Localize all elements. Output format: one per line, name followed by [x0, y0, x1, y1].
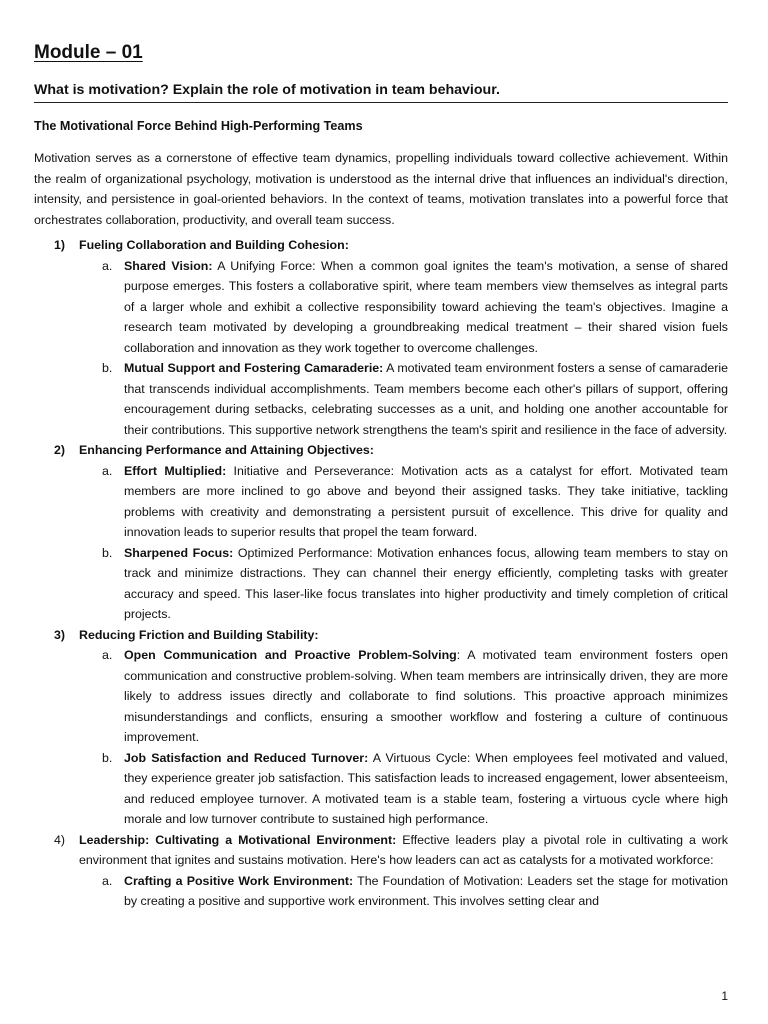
item-text: Optimized Performance: Motivation enhances focus, allowing team members to stay on track and minimize distractions. They can channel their energy efficiently, completing tasks with greater accuracy and speed. This laser-like focus translates into higher productivity and timely completion of critical projects.	[124, 545, 728, 621]
section-number: 1)	[54, 238, 66, 252]
list-item	[79, 543, 728, 625]
page-number: 1	[721, 989, 728, 1003]
question-heading: What is motivation? Explain the role of motivation in team behaviour.	[34, 80, 728, 103]
item-letter: b.	[102, 545, 113, 560]
item-text: A Virtuous Cycle: When employees feel motivated and valued, they experience greater job satisfaction. This satisfaction leads to increased engagement, lower absenteeism, and reduced employee turnover. A motivated team is a stable team, fostering a virtuous cycle where high morale and low turnover contribute to sustained high performance.	[124, 750, 728, 826]
item-bold-lead: Job Satisfaction and Reduced Turnover:	[124, 750, 369, 765]
item-bold-lead: Crafting a Positive Work Environment:	[124, 873, 354, 888]
list-item	[79, 748, 728, 830]
item-letter: b.	[102, 361, 113, 375]
item-text: Initiative and Perseverance: Motivation acts as a catalyst for effort. Motivated team members are more inclined to go above and beyond their assigned tasks. They take initiative, tackling problems with creativity and demonstrating a persistent pursuit of excellence. This drive for quality and innovation leads to superior results that propel the team forward.	[124, 463, 728, 539]
item-bold-lead: Shared Vision:	[124, 258, 213, 273]
section-number: 4)	[54, 832, 66, 847]
section-title: Reducing Friction and Building Stability:	[79, 627, 319, 642]
item-bold-lead: Mutual Support and Fostering Camaraderie:	[124, 361, 384, 375]
item-letter: a.	[102, 463, 113, 478]
sub-list	[79, 871, 728, 912]
item-bold-lead: Sharpened Focus:	[124, 545, 234, 560]
document-page	[34, 40, 728, 912]
section-title: Enhancing Performance and Attaining Objectives:	[79, 443, 374, 457]
list-section	[34, 830, 728, 912]
main-list	[34, 235, 728, 912]
item-letter: b.	[102, 750, 113, 765]
list-section	[34, 625, 728, 830]
list-item	[79, 358, 728, 440]
item-bold-lead: Open Communication and Proactive Problem-Solving	[124, 648, 457, 662]
list-item	[79, 645, 728, 748]
item-text: The Foundation of Motivation: Leaders set the stage for motivation by creating a positive and supportive work environment. This involves setting clear and	[124, 873, 729, 908]
item-text: : A motivated team environment fosters open communication and constructive problem-solving. When team members are intrinsically driven, they are more likely to address issues directly and collaborate to find solutions. This proactive approach minimizes misunderstandings and conflicts, ensuring a smoother workflow and fostering a culture of continuous improvement.	[124, 648, 728, 744]
item-text: A Unifying Force: When a common goal ignites the team's motivation, a sense of shared purpose emerges. This fosters a collaborative spirit, where team members view themselves as integral parts of a larger whole and exhibit a collective responsibility toward achieving the team's objectives. Imagine a research team motivated by developing a groundbreaking medical treatment – their shared vision fuels collaboration and innovation as they work together to overcome challenges.	[124, 258, 728, 355]
module-title: Module – 01	[34, 42, 143, 63]
section-number: 2)	[54, 443, 66, 457]
section-number: 3)	[54, 627, 66, 642]
list-item	[79, 461, 728, 543]
list-item	[79, 256, 728, 359]
section-title: Fueling Collaboration and Building Cohesion:	[79, 238, 349, 252]
sub-list	[79, 461, 728, 625]
section-lead-text: Effective leaders play a pivotal role in cultivating a work environment that ignites and sustains motivation. Here's how leaders can act as catalysts for a motivated workforce:	[79, 832, 728, 867]
sub-list	[79, 256, 728, 441]
list-item	[79, 871, 728, 912]
item-letter: a.	[102, 648, 113, 662]
list-section	[34, 440, 728, 625]
section-title: Leadership: Cultivating a Motivational Environment:	[79, 832, 397, 847]
intro-paragraph: Motivation serves as a cornerstone of effective team dynamics, propelling individuals toward collective achievement. Within the realm of organizational psychology, motivation is understood as the internal drive that influences an individual's direction, intensity, and persistence in goal-oriented behaviors. In the context of teams, motivation translates into a powerful force that orchestrates collaboration, productivity, and overall team success.	[34, 151, 728, 227]
item-letter: a.	[102, 258, 113, 273]
list-section	[34, 235, 728, 440]
item-text: A motivated team environment fosters a sense of camaraderie that transcends individual accomplishments. Team members become each other's pillars of support, offering encouragement during setbacks, celebrating successes as a unit, and holding one another accountable for their contributions. This supportive network strengthens the team's spirit and resilience in the face of adversity.	[124, 361, 728, 437]
item-bold-lead: Effort Multiplied:	[124, 463, 227, 478]
sub-list	[79, 645, 728, 830]
section-lead-paragraph	[79, 830, 728, 871]
section-subheading: The Motivational Force Behind High-Performing Teams	[34, 119, 363, 133]
item-letter: a.	[102, 873, 113, 888]
